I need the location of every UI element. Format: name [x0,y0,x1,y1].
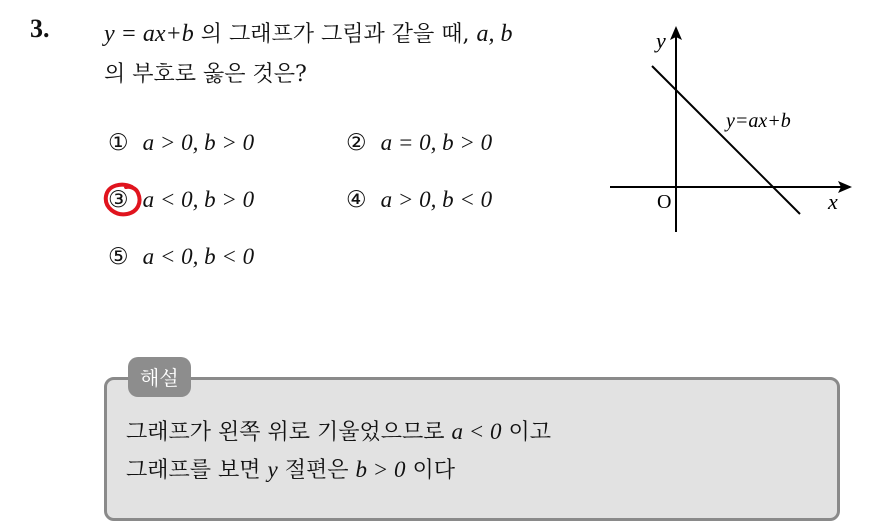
x-axis-label: x [828,189,838,214]
choice-5[interactable] [108,244,254,270]
choice-expression: a = 0, b > 0 [380,130,493,155]
choice-number: ④ [346,187,367,213]
solution-text: 그래프를 보면 [126,458,268,483]
stem-text: 의 그래프가 그림과 같을 때, [193,22,477,47]
solution-math: a < 0 [451,419,502,444]
line-equation-label: y=ax+b [726,110,791,132]
choice-expression: a < 0, b > 0 [142,187,255,212]
question-stem [104,14,604,95]
y-axis-label: y [656,28,666,53]
stem-variables: a, b [476,21,513,47]
choice-4[interactable] [346,187,492,213]
stem-line-2: 의 부호로 옳은 것은? [104,62,307,87]
choice-3[interactable] [108,187,254,213]
solution-text: 이다 [405,458,455,483]
solution-math: b > 0 [355,457,406,482]
question-number: 3. [30,14,50,43]
choice-expression: a < 0, b < 0 [142,244,255,269]
solution-math: y [267,457,278,482]
solution-tab: 해설 [128,357,191,397]
choice-2[interactable] [346,130,492,156]
choice-number: ② [346,130,367,156]
solution-line-2 [126,453,455,484]
solution-text: 이고 [501,420,552,445]
choice-number: ⑤ [108,244,129,270]
origin-label: O [657,191,672,213]
graph-line [652,66,800,214]
stem-line-1 [104,14,604,55]
solution-text: 절편은 [277,458,356,483]
solution-box [104,377,840,521]
choice-number: ③ [108,187,129,213]
linear-graph [600,20,860,240]
choice-expression: a > 0, b < 0 [380,187,493,212]
stem-equation: y = ax+b [104,21,194,47]
solution-text: 그래프가 왼쪽 위로 기울었으므로 [126,420,452,445]
choice-number: ① [108,130,129,156]
choice-expression: a > 0, b > 0 [142,130,255,155]
solution-line-1 [126,415,551,446]
choice-1[interactable] [108,130,254,156]
